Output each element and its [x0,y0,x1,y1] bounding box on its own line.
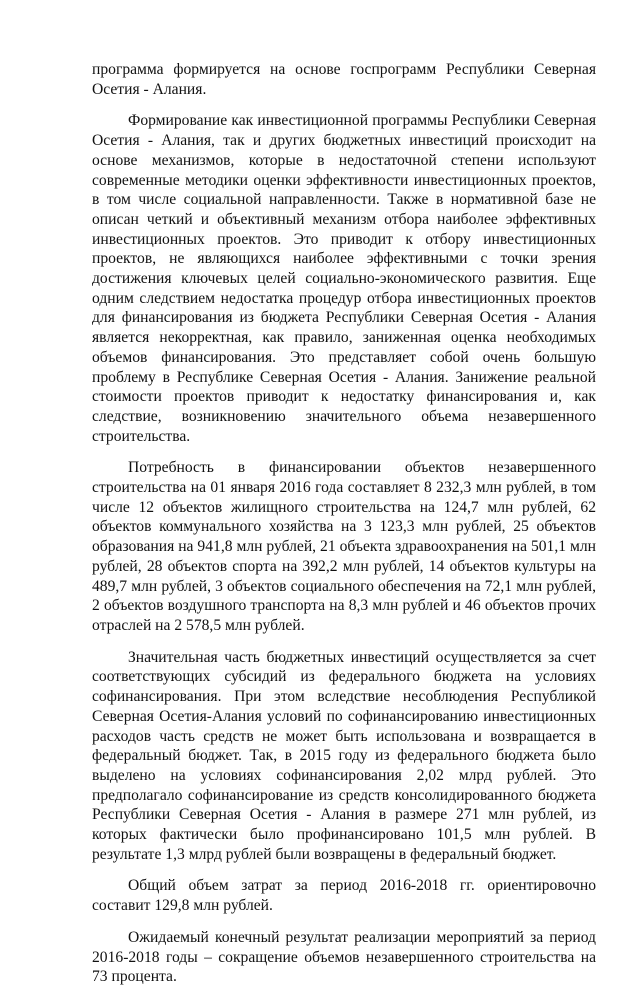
paragraph-continuation: программа формируется на основе госпрограмм Республики Северная Осетия - Алания. [92,61,596,98]
paragraph-total-costs: Общий объем затрат за период 2016-2018 гг. ориентировочно составит 129,8 млн рублей. [92,877,596,915]
paragraph-federal-subsidies: Значительная часть бюджетных инвестиций осуществляется за счет соответствующих субсидий из федерального бюджета на условиях софинансирования. При этом вследствие несоблюдения Республикой Северная Осетия-Алания условий по софинансированию инвестиционных расходов часть средств не может быть использована и возвращается в федеральный бюджет. Так, в 2015 году из федерального бюджета было выделено на условиях софинансирования 2,02 млрд рублей. Это предполагало софинансирование из средств консолидированного бюджета Республики Северная Осетия - Алания в размере 271 млн рублей, из которых фактически было профинансировано 101,5 млн рублей. В результате 1,3 млрд рублей были возвращены в федеральный бюджет. [92,648,596,863]
document-page [92,60,596,987]
paragraph-unfinished-construction: Потребность в финансировании объектов незавершенного строительства на 01 января 2016 года составляет 8 232,3 млн рублей, в том числе 12 объектов жилищного строительства на 124,7 млн рублей, 62 объектов коммунального хозяйства на 3 123,3 млн рублей, 25 объектов образования на 941,8 млн рублей, 21 объекта здравоохранения на 501,1 млн рублей, 28 объектов спорта на 392,2 млн рублей, 14 объектов культуры на 489,7 млн рублей, 3 объектов социального обеспечения на 72,1 млн рублей, 2 объектов воздушного транспорта на 8,3 млн рублей и 46 объектов прочих отраслей на 2 578,5 млн рублей. [92,459,596,634]
paragraph-expected-result: Ожидаемый конечный результат реализации мероприятий за период 2016-2018 годы – сокращение объемов незавершенного строительства на 73 процента. [92,928,596,986]
paragraph-investment-program: Формирование как инвестиционной программы Республики Северная Осетия - Алания, так и других бюджетных инвестиций происходит на основе механизмов, которые в недостаточной степени используют современные методики оценки эффективности инвестиционных проектов, в том числе социальной направленности. Также в нормативной базе не описан четкий и объективный механизм отбора наиболее эффективных инвестиционных проектов. Это приводит к отбору инвестиционных проектов, не являющихся наиболее эффективными с точки зрения достижения ключевых целей социально-экономического развития. Еще одним следствием недостатка процедур отбора инвестиционных проектов для финансирования из бюджета Республики Северная Осетия - Алания является некорректная, как правило, заниженная оценка необходимых объемов финансирования. Это представляет собой очень большую проблему в Республике Северная Осетия - Алания. Занижение реальной стоимости проектов приводит к недостатку финансирования и, как следствие, возникновению значительного объема незавершенного строительства. [92,112,596,445]
